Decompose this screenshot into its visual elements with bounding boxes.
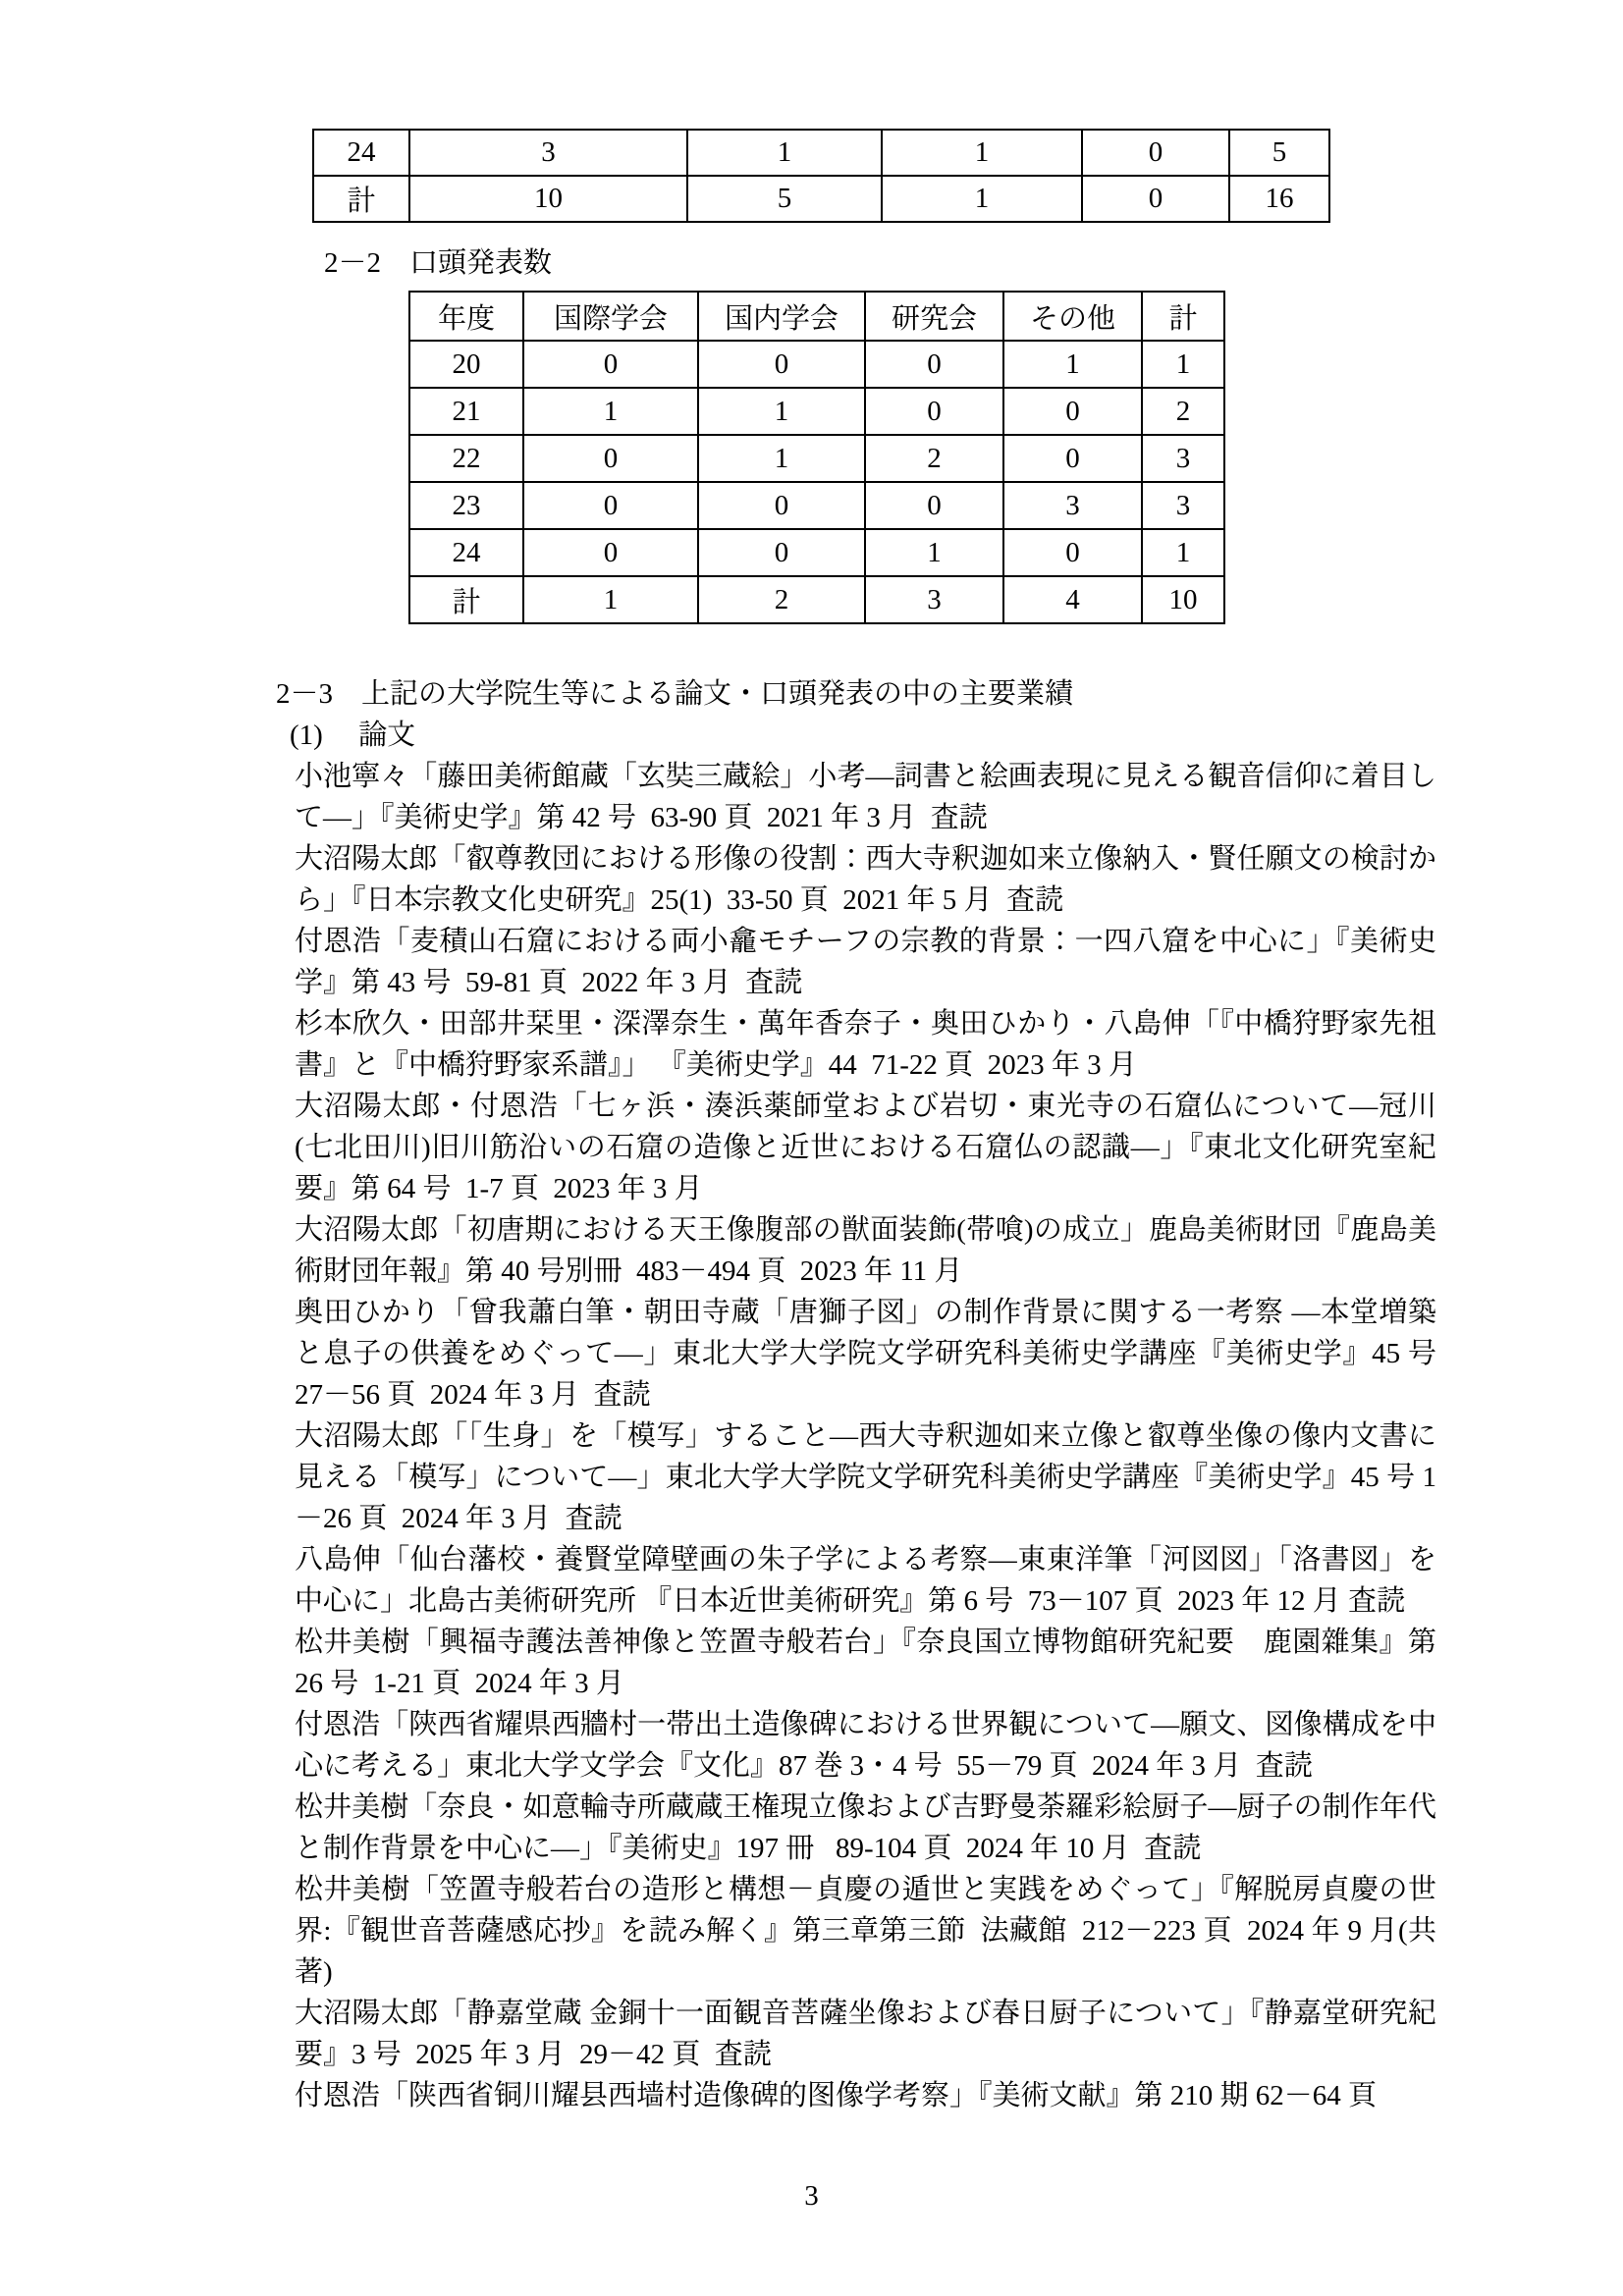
presentation-table xyxy=(408,291,1225,624)
value-cell: 5 xyxy=(687,176,882,222)
year-cell: 20 xyxy=(409,341,523,388)
paper-entry: 付恩浩「陝西省耀県西牆村一帯出土造像碑における世界観について―願文、図像構成を中心に考える」東北大学文学会『文化』87 巻 3・4 号 55－79 頁 2024 年 3 月 査読 xyxy=(295,1709,1436,1782)
value-cell: 0 xyxy=(1082,130,1229,176)
paper-entry: 小池寧々「藤田美術館蔵「玄奘三蔵絵」小考―詞書と絵画表現に見える観音信仰に着目して―」『美術史学』第 42 号 63-90 頁 2021 年 3 月 査読 xyxy=(295,761,1436,833)
section-2-3-title: 2－3 上記の大学院生等による論文・口頭発表の中の主要業績 xyxy=(276,678,1074,710)
paper-entry: 大沼陽太郎「初唐期における天王像腹部の獣面装飾(帯喰)の成立」鹿島美術財団『鹿島美術財団年報』第 40 号別冊 483－494 頁 2023 年 11 月 xyxy=(295,1214,1436,1287)
value-cell: 0 xyxy=(865,341,1003,388)
summary-table xyxy=(312,129,1330,223)
value-cell: 1 xyxy=(698,435,865,482)
value-cell: 10 xyxy=(409,176,687,222)
table-row xyxy=(409,388,1224,435)
value-cell: 0 xyxy=(698,482,865,529)
value-cell: 3 xyxy=(1142,435,1224,482)
value-cell: 3 xyxy=(1142,482,1224,529)
column-header: 研究会 xyxy=(865,292,1003,341)
column-header: 年度 xyxy=(409,292,523,341)
value-cell: 4 xyxy=(1003,576,1142,623)
paper-entry: 八島伸「仙台藩校・養賢堂障壁画の朱子学による考察―東東洋筆「河図図」「洛書図」を中心に」北島古美術研究所 『日本近世美術研究』第 6 号 73－107 頁 2023 年 12 月 査読 xyxy=(295,1544,1436,1617)
paper-entry: 杉本欣久・田部井栞里・深澤奈生・萬年香奈子・奥田ひかり・八島伸「『中橋狩野家先祖書』と『中橋狩野家系譜』」 『美術史学』44 71-22 頁 2023 年 3 月 xyxy=(295,1008,1436,1081)
paper-entry: 松井美樹「興福寺護法善神像と笠置寺般若台」『奈良国立博物館研究紀要 鹿園雜集』第 26 号 1-21 頁 2024 年 3 月 xyxy=(295,1627,1444,1699)
value-cell: 1 xyxy=(882,130,1082,176)
table-row xyxy=(409,482,1224,529)
table-row-total xyxy=(409,576,1224,623)
paper-entry: 松井美樹「笠置寺般若台の造形と構想－貞慶の遁世と実践をめぐって」『解脱房貞慶の世界:『観世音菩薩感応抄』を読み解く』第三章第三節 法藏館 212－223 頁 2024 年 9 月(共著) xyxy=(295,1874,1436,1988)
year-cell: 24 xyxy=(409,529,523,576)
value-cell: 0 xyxy=(1082,176,1229,222)
value-cell: 1 xyxy=(1142,529,1224,576)
table-row-total xyxy=(313,176,1329,222)
section-2-3 xyxy=(276,673,1451,2116)
column-header: 国際学会 xyxy=(523,292,698,341)
row-label-cell: 計 xyxy=(313,176,409,222)
value-cell: 1 xyxy=(882,176,1082,222)
column-header: 計 xyxy=(1142,292,1224,341)
paper-entry: 付恩浩「陕西省铜川耀县西墙村造像碑的图像学考察」『美術文献』第 210 期 62－64 頁 xyxy=(295,2080,1378,2111)
value-cell: 1 xyxy=(1142,341,1224,388)
table-row xyxy=(313,130,1329,176)
paper-entry: 大沼陽太郎「「生身」を「模写」すること―西大寺釈迦如来立像と叡尊坐像の像内文書に見える「模写」について―」東北大学大学院文学研究科美術史学講座『美術史学』45 号 1－26 頁 2024 年 3 月 査読 xyxy=(295,1420,1436,1534)
value-cell: 0 xyxy=(698,341,865,388)
row-label-cell: 24 xyxy=(313,130,409,176)
section-2-2-title: 2－2 口頭発表数 xyxy=(324,247,553,279)
paper-entry: 付恩浩「麦積山石窟における両小龕モチーフの宗教的背景：一四八窟を中心に」『美術史学』第 43 号 59-81 頁 2022 年 3 月 査読 xyxy=(295,926,1436,998)
paper-entry: 奥田ひかり「曾我蕭白筆・朝田寺蔵「唐獅子図」の制作背景に関する一考察 ―本堂増築と息子の供養をめぐって―」東北大学大学院文学研究科美術史学講座『美術史学』45 号 27－56 頁 2024 年 3 月 査読 xyxy=(295,1297,1451,1411)
year-cell: 23 xyxy=(409,482,523,529)
value-cell: 3 xyxy=(1003,482,1142,529)
value-cell: 1 xyxy=(687,130,882,176)
value-cell: 0 xyxy=(698,529,865,576)
paper-entry: 大沼陽太郎「叡尊教団における形像の役割：西大寺釈迦如来立像納入・賢任願文の検討から」『日本宗教文化史研究』25(1) 33-50 頁 2021 年 5 月 査読 xyxy=(295,843,1436,916)
year-cell: 21 xyxy=(409,388,523,435)
value-cell: 0 xyxy=(523,529,698,576)
value-cell: 16 xyxy=(1229,176,1329,222)
value-cell: 2 xyxy=(1142,388,1224,435)
value-cell: 1 xyxy=(865,529,1003,576)
year-cell: 計 xyxy=(409,576,523,623)
value-cell: 0 xyxy=(523,341,698,388)
table-header-row xyxy=(409,292,1224,341)
paper-entry: 大沼陽太郎・付恩浩「七ヶ浜・湊浜薬師堂および岩切・東光寺の石窟仏について―冠川(七北田川)旧川筋沿いの石窟の造像と近世における石窟仏の認識―」『東北文化研究室紀要』第 64 号 1-7 頁 2023 年 3 月 xyxy=(295,1091,1436,1204)
page-number: 3 xyxy=(804,2180,819,2212)
value-cell: 3 xyxy=(409,130,687,176)
paper-entry: 大沼陽太郎「静嘉堂蔵 金銅十一面観音菩薩坐像および春日厨子について」『静嘉堂研究紀要』3 号 2025 年 3 月 29－42 頁 査読 xyxy=(295,1998,1436,2070)
value-cell: 0 xyxy=(865,482,1003,529)
value-cell: 0 xyxy=(1003,435,1142,482)
value-cell: 0 xyxy=(523,435,698,482)
value-cell: 2 xyxy=(865,435,1003,482)
year-cell: 22 xyxy=(409,435,523,482)
value-cell: 1 xyxy=(1003,341,1142,388)
table-row xyxy=(409,435,1224,482)
table-row xyxy=(409,529,1224,576)
column-header: 国内学会 xyxy=(698,292,865,341)
value-cell: 10 xyxy=(1142,576,1224,623)
value-cell: 1 xyxy=(698,388,865,435)
table-row xyxy=(409,341,1224,388)
value-cell: 0 xyxy=(865,388,1003,435)
value-cell: 0 xyxy=(523,482,698,529)
value-cell: 2 xyxy=(698,576,865,623)
paper-entry: 松井美樹「奈良・如意輪寺所蔵蔵王権現立像および吉野曼荼羅彩絵厨子―厨子の制作年代と制作背景を中心に―」『美術史』197 冊 89-104 頁 2024 年 10 月 査読 xyxy=(295,1791,1436,1864)
value-cell: 1 xyxy=(523,388,698,435)
value-cell: 0 xyxy=(1003,388,1142,435)
value-cell: 5 xyxy=(1229,130,1329,176)
subsection-papers-title: (1) 論文 xyxy=(290,720,416,751)
value-cell: 1 xyxy=(523,576,698,623)
column-header: その他 xyxy=(1003,292,1142,341)
value-cell: 3 xyxy=(865,576,1003,623)
value-cell: 0 xyxy=(1003,529,1142,576)
